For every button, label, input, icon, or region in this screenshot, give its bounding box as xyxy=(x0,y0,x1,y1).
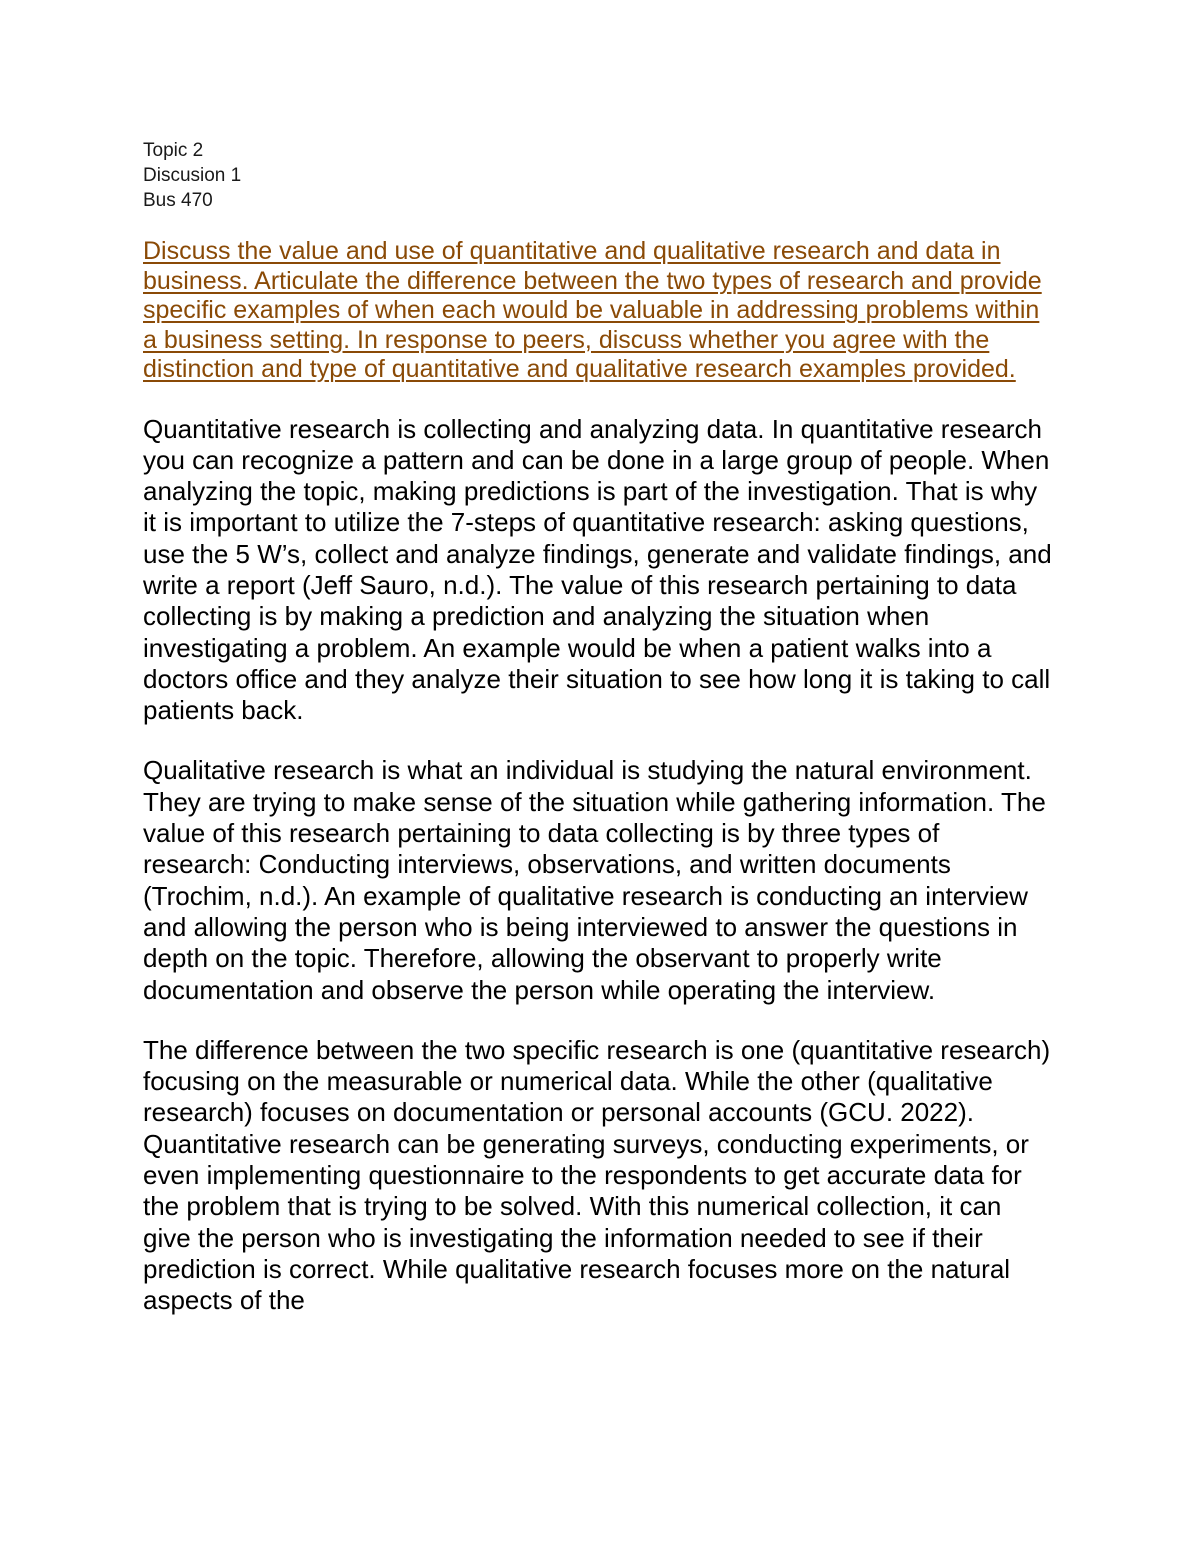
course-label: Bus 470 xyxy=(143,190,213,211)
topic-label: Topic 2 xyxy=(143,140,204,161)
document-page xyxy=(143,138,1063,1317)
paragraph-difference: The difference between the two specific research is one (quantitative research) focusing on the measurable or numerical data. While the other (qualitative research) focuses on documentation or personal accounts (GCU. 2022). Quantitative research can be generating surveys, conducting experiments, or even implementing questionnaire to the respondents to get accurate data for the problem that is trying to be solved. With this numerical collection, it can give the person who is investigating the information needed to see if their prediction is correct. While qualitative research focuses more on the natural aspects of the xyxy=(143,1034,1051,1316)
discussion-label: Discusion 1 xyxy=(143,165,242,186)
document-header xyxy=(143,138,1063,213)
paragraph-qualitative: Qualitative research is what an individual is studying the natural environment. They are trying to make sense of the situation while gathering information. The value of this research pertaining to data collecting is by three types of research: Conducting interviews, observations, and written documents (Trochim, n.d.). An example of qualitative research is conducting an interview and allowing the person who is being interviewed to answer the questions in depth on the topic. Therefore, allowing the observant to properly write documentation and observe the person while operating the interview. xyxy=(143,755,1046,1005)
paragraph-quantitative: Quantitative research is collecting and analyzing data. In quantitative research you can recognize a pattern and can be done in a large group of people. When analyzing the topic, making predictions is part of the investigation. That is why it is important to utilize the 7-steps of quantitative research: asking questions, use the 5 W’s, collect and analyze findings, generate and validate findings, and write a report (Jeff Sauro, n.d.). The value of this research pertaining to data collecting is by making a prediction and analyzing the situation when investigating a problem. An example would be when a patient walks into a doctors office and they analyze their situation to see how long it is taking to call patients back. xyxy=(143,413,1052,726)
discussion-prompt: Discuss the value and use of quantitative and qualitative research and data in business. Articulate the difference between the two types of research and provide specific examples of when each would be valuable in addressing problems within a business setting. In response to peers, discuss whether you agree with the distinction and type of quantitative and qualitative research examples provided. xyxy=(143,237,1042,383)
